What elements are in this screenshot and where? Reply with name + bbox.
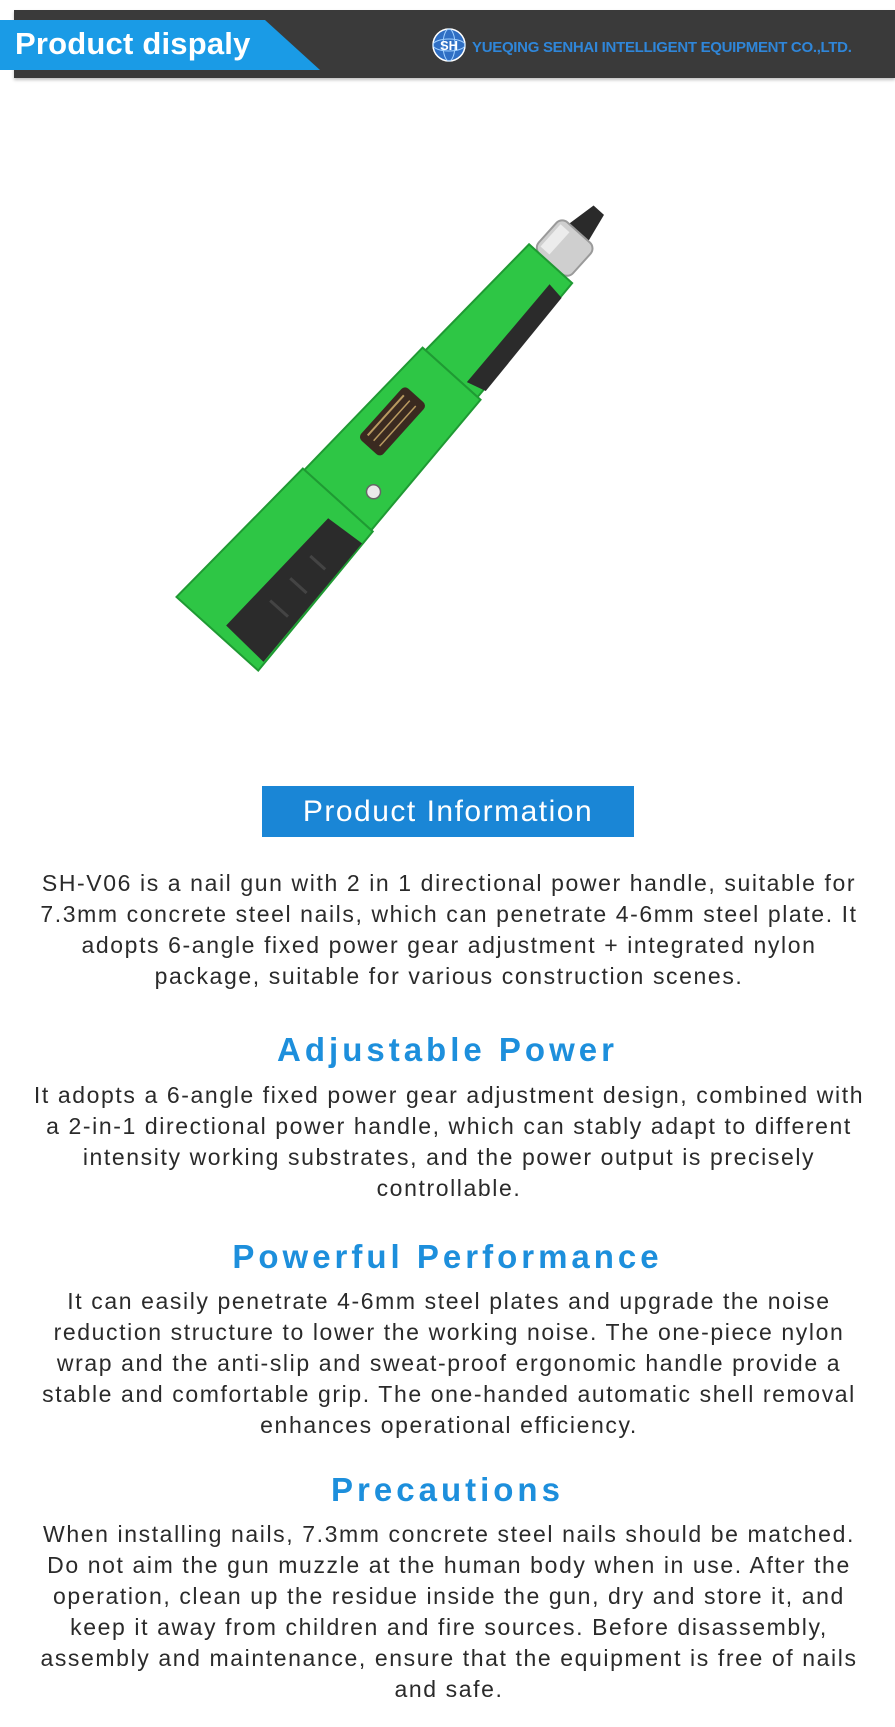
sh-globe-logo-icon: [432, 28, 466, 62]
logo-text: SH: [439, 38, 459, 53]
section-title-powerful-performance: Powerful Performance: [232, 1238, 663, 1275]
page-title: Product dispaly: [15, 26, 251, 61]
section-text-precautions: When installing nails, 7.3mm concrete steel nails should be matched. Do not aim the gun muzzle at the human body when in use. After the operation, clean up the residue inside the gun, dry and store it, and keep it away from children and fire sources. Before disassembly, assembly and maintenance, ensure that the equipment is free of nails and safe.: [40, 1521, 858, 1702]
section-text-adjustable-power: It adopts a 6-angle fixed power gear adjustment design, combined with a 2-in-1 directional power handle, which can stably adapt to different intensity working substrates, and the power output is precisely controllable.: [33, 1082, 865, 1201]
green-nail-gun-icon: [160, 165, 700, 705]
section-text-powerful-performance: It can easily penetrate 4-6mm steel plates and upgrade the noise reduction structure to lower the working noise. The one-piece nylon wrap and the anti-slip and sweat-proof ergonomic handle provide a stable and comfortable grip. The one-handed automatic shell removal enhances operational efficiency.: [42, 1288, 856, 1438]
section-title-adjustable-power: Adjustable Power: [277, 1031, 618, 1068]
company-name: YUEQING SENHAI INTELLIGENT EQUIPMENT CO.,LTD.: [472, 39, 852, 56]
product-information-heading: Product Information: [262, 786, 634, 837]
product-information-text: SH-V06 is a nail gun with 2 in 1 directional power handle, suitable for 7.3mm concrete steel nails, which can penetrate 4-6mm steel plate. It adopts 6-angle fixed power gear adjustment + integrated nylon package, suitable for various construction scenes.: [40, 870, 858, 989]
section-title-precautions: Precautions: [331, 1471, 564, 1508]
